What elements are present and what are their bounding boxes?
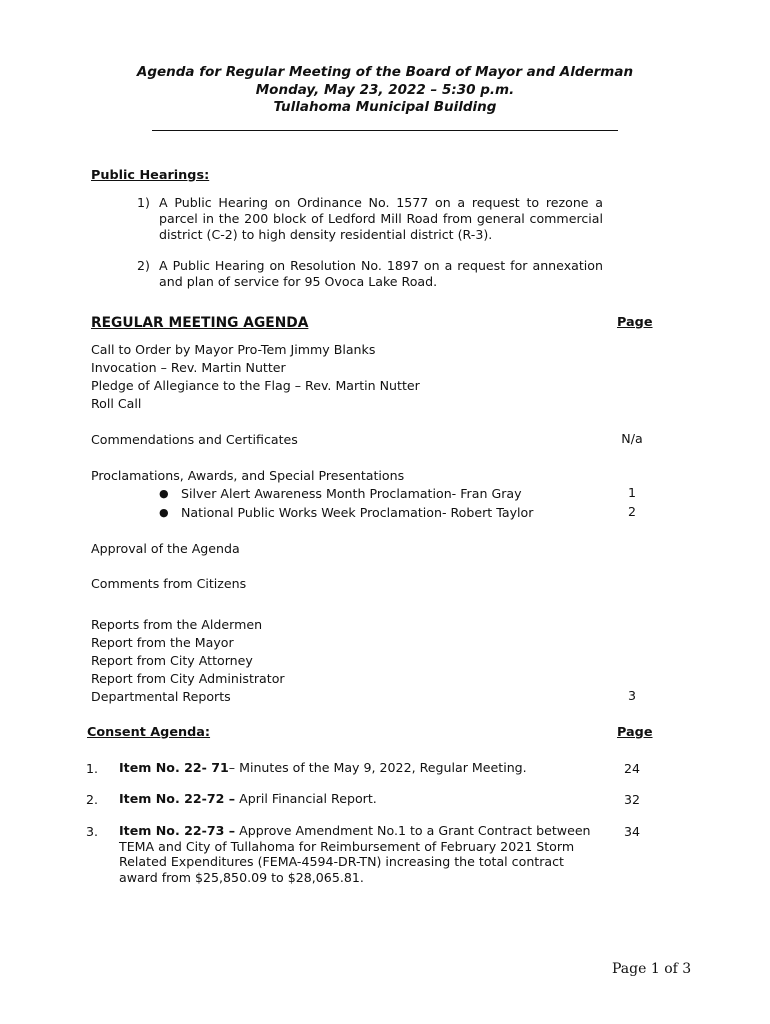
hearing-number: 1) <box>137 195 150 210</box>
consent-item-text: – Minutes of the May 9, 2022, Regular Meeting. <box>228 760 527 775</box>
page-number-footer: Page 1 of 3 <box>612 961 692 977</box>
consent-item-page: 32 <box>623 792 641 807</box>
header-divider <box>152 130 618 131</box>
consent-item-title: Item No. 22-73 – <box>119 823 236 838</box>
comments-from-citizens: Comments from Citizens <box>91 576 247 591</box>
report-city-administrator: Report from City Administrator <box>91 671 285 686</box>
consent-item <box>119 791 605 807</box>
report-city-attorney: Report from City Attorney <box>91 653 253 668</box>
hearing-text: A Public Hearing on Ordinance No. 1577 on a request to rezone a parcel in the 200 block of Ledford Mill Road from general commercial district (C-2) to high density residential district (R-3). <box>159 195 603 242</box>
consent-item-page: 34 <box>623 824 641 839</box>
consent-item <box>119 760 605 776</box>
hearing-item <box>137 258 603 290</box>
proclamation-page: 1 <box>627 485 636 500</box>
public-hearings-heading: Public Hearings: <box>91 168 210 183</box>
hearing-text: A Public Hearing on Resolution No. 1897 on a request for annexation and plan of service for 95 Ovoca Lake Road. <box>159 258 603 289</box>
bullet-icon: ● <box>159 506 169 519</box>
departmental-reports: Departmental Reports <box>91 689 231 704</box>
consent-item-title: Item No. 22-72 – <box>119 791 236 806</box>
report-aldermen: Reports from the Aldermen <box>91 617 263 632</box>
proclamation-page: 2 <box>627 504 636 519</box>
header-location: Tullahoma Municipal Building <box>273 99 497 115</box>
consent-item-page: 24 <box>623 761 641 776</box>
proclamation-item: Silver Alert Awareness Month Proclamation- Fran Gray <box>181 486 522 501</box>
header-date: Monday, May 23, 2022 – 5:30 p.m. <box>255 81 515 98</box>
page-column-heading: Page <box>617 315 653 330</box>
consent-item <box>119 823 605 885</box>
approval-of-agenda: Approval of the Agenda <box>91 541 240 556</box>
roll-call: Roll Call <box>91 396 142 411</box>
consent-agenda-heading: Consent Agenda: <box>87 725 211 740</box>
proclamations-label: Proclamations, Awards, and Special Presentations <box>91 468 405 483</box>
consent-item-number: 1. <box>86 761 99 776</box>
consent-item-text: April Financial Report. <box>235 791 377 806</box>
agenda-header <box>0 64 770 117</box>
hearing-number: 2) <box>137 258 150 273</box>
consent-page-heading: Page <box>617 725 653 740</box>
regular-agenda-heading: REGULAR MEETING AGENDA <box>91 315 309 331</box>
invocation: Invocation – Rev. Martin Nutter <box>91 360 286 375</box>
report-mayor: Report from the Mayor <box>91 635 234 650</box>
consent-item-number: 2. <box>86 792 99 807</box>
commendations-label: Commendations and Certificates <box>91 432 298 447</box>
bullet-icon: ● <box>159 487 169 500</box>
header-title: Agenda for Regular Meeting of the Board of Mayor and Alderman <box>136 64 634 80</box>
reports-page: 3 <box>627 688 636 703</box>
consent-item-title: Item No. 22- 71 <box>119 760 229 775</box>
pledge: Pledge of Allegiance to the Flag – Rev. Martin Nutter <box>91 378 420 393</box>
call-to-order: Call to Order by Mayor Pro-Tem Jimmy Blanks <box>91 342 376 357</box>
hearing-item <box>137 195 603 243</box>
consent-item-text: Approve Amendment No.1 to a Grant Contract between TEMA and City of Tullahoma for Reimbursement of February 2021 Storm Related Expenditures (FEMA-4594-DR-TN) increasing the total contract award from $25,850.09 to $28,065.81. <box>119 823 591 885</box>
proclamation-item: National Public Works Week Proclamation- Robert Taylor <box>181 505 534 520</box>
commendations-page: N/a <box>621 431 643 446</box>
consent-item-number: 3. <box>86 824 99 839</box>
